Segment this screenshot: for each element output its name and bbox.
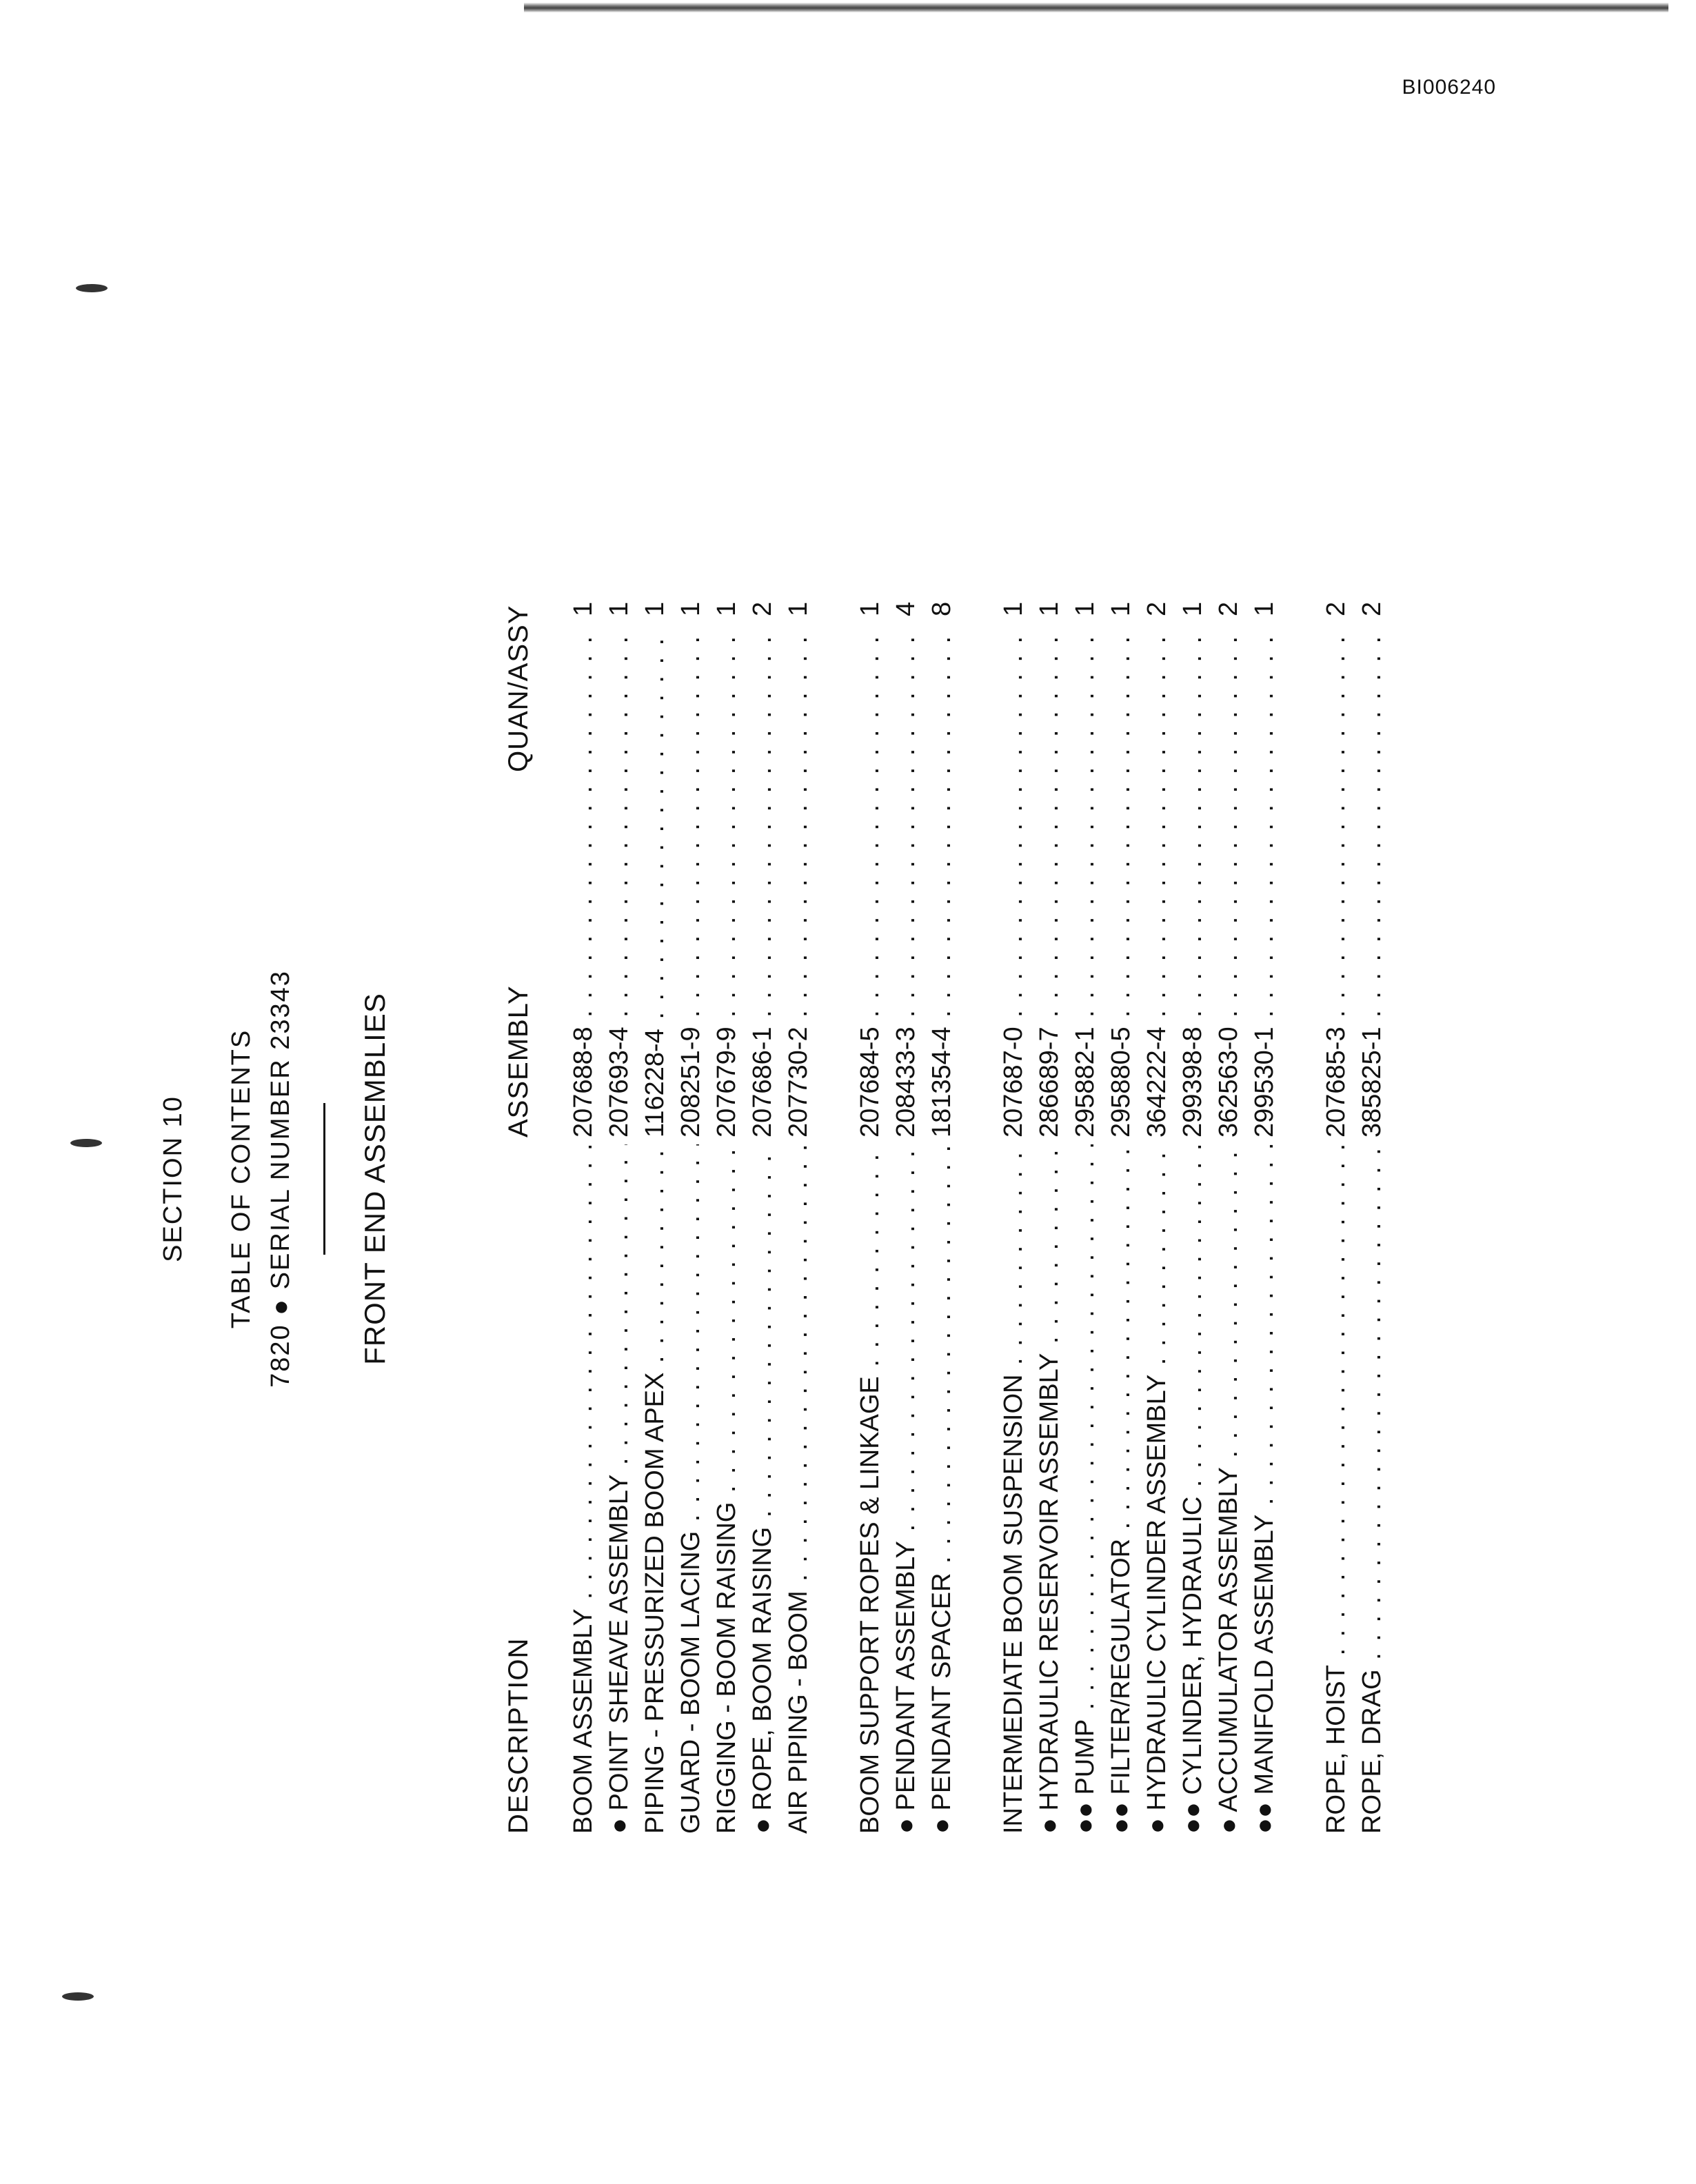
rotated-page-content <box>159 524 1386 1834</box>
table-row <box>1246 524 1282 1834</box>
row-quantity: 1 <box>601 575 637 620</box>
row-quantity: 1 <box>1067 575 1103 620</box>
row-description: ● HYDRAULIC RESERVOIR ASSEMBLY . . . <box>1031 1144 1067 1834</box>
page-subtitle: FRONT END ASSEMBLIES <box>359 993 391 1365</box>
row-assembly-number: 295880-5 . . . <box>1103 627 1139 1138</box>
row-assembly-number: 207679-9 . . . <box>709 627 745 1138</box>
column-header-description: DESCRIPTION <box>503 1637 534 1834</box>
table-row <box>996 524 1031 1834</box>
row-description: ROPE, HOIST . . . <box>1318 1144 1354 1834</box>
row-description: ROPE, DRAG . . . <box>1354 1144 1390 1834</box>
row-assembly-number: 181354-4 . . . <box>924 627 960 1138</box>
table-row <box>565 524 601 1834</box>
row-assembly-number: 208251-9 . . . <box>673 627 709 1138</box>
row-assembly-number: 362563-0 . . . <box>1211 627 1246 1138</box>
row-quantity: 1 <box>1103 575 1139 620</box>
table-body <box>565 524 1426 1834</box>
row-quantity: 1 <box>1246 575 1282 620</box>
row-assembly-number: 207687-0 . . . <box>996 627 1031 1138</box>
table-row <box>637 524 673 1834</box>
row-assembly-number: 364222-4 . . . <box>1139 627 1175 1138</box>
table-row <box>852 524 888 1834</box>
table-group <box>996 524 1282 1834</box>
table-group <box>565 524 816 1834</box>
row-description: ●● PUMP . . . <box>1067 1144 1103 1834</box>
row-description: BOOM ASSEMBLY . . . <box>565 1144 601 1834</box>
row-assembly-number: 208433-3 . . . <box>888 627 924 1138</box>
row-description: AIR PIPING - BOOM . . . <box>780 1144 816 1834</box>
row-description: BOOM SUPPORT ROPES & LINKAGE . . . <box>852 1144 888 1834</box>
row-quantity: 1 <box>673 575 709 620</box>
row-quantity: 1 <box>780 575 816 620</box>
row-description: GUARD - BOOM LACING . . . <box>673 1144 709 1834</box>
row-quantity: 1 <box>1175 575 1211 620</box>
row-description: ●● FILTER/REGULATOR . . . <box>1103 1144 1139 1834</box>
row-quantity: 2 <box>1139 575 1175 620</box>
table-row <box>780 524 816 1834</box>
row-description: INTERMEDIATE BOOM SUSPENSION . . . <box>996 1144 1031 1834</box>
header-divider <box>323 1103 325 1255</box>
row-quantity: 2 <box>1211 575 1246 620</box>
row-description: RIGGING - BOOM RAISING . . . <box>709 1144 745 1834</box>
row-assembly-number: 299530-1 . . . <box>1246 627 1282 1138</box>
row-description: ● HYDRAULIC CYLINDER ASSEMBLY . . . <box>1139 1144 1175 1834</box>
row-assembly-number: 385825-1 . . . <box>1354 627 1390 1138</box>
table-row <box>1067 524 1103 1834</box>
scan-artifact-line <box>524 3 1668 12</box>
serial-number-line: 7820 ● SERIAL NUMBER 23343 <box>266 970 295 1388</box>
table-row <box>601 524 637 1834</box>
row-assembly-number: 299398-8 . . . <box>1175 627 1211 1138</box>
row-description: PIPING - PRESSURIZED BOOM APEX . . . <box>637 1144 673 1834</box>
row-description: ● ROPE, BOOM RAISING . . . <box>745 1144 780 1834</box>
table-group <box>1318 524 1390 1834</box>
row-description: ●● MANIFOLD ASSEMBLY . . . <box>1246 1144 1282 1834</box>
table-row <box>1211 524 1246 1834</box>
row-quantity: 1 <box>709 575 745 620</box>
row-assembly-number: 116228-4 . . . <box>637 627 673 1138</box>
row-description: ● ACCUMULATOR ASSEMBLY . . . <box>1211 1144 1246 1834</box>
row-quantity: 2 <box>1354 575 1390 620</box>
row-quantity: 1 <box>1031 575 1067 620</box>
section-title: SECTION 10 <box>159 1095 188 1262</box>
row-assembly-number: 207688-8 . . . <box>565 627 601 1138</box>
table-group <box>852 524 960 1834</box>
row-quantity: 1 <box>996 575 1031 620</box>
table-row <box>745 524 780 1834</box>
row-quantity: 4 <box>888 575 924 620</box>
row-assembly-number: 207685-3 . . . <box>1318 627 1354 1138</box>
row-quantity: 8 <box>924 575 960 620</box>
table-row <box>1139 524 1175 1834</box>
toc-title: TABLE OF CONTENTS <box>227 1029 256 1329</box>
page-header <box>159 524 392 1834</box>
table-row <box>1103 524 1139 1834</box>
row-description: ● PENDANT SPACER . . . <box>924 1144 960 1834</box>
row-assembly-number: 286689-7 . . . <box>1031 627 1067 1138</box>
table-row <box>888 524 924 1834</box>
punch-hole-mark <box>76 284 108 292</box>
row-assembly-number: 207730-2 . . . <box>780 627 816 1138</box>
row-assembly-number: 295882-1 . . . <box>1067 627 1103 1138</box>
row-quantity: 1 <box>565 575 601 620</box>
table-row <box>1318 524 1354 1834</box>
table-row <box>1354 524 1390 1834</box>
column-header-quantity: QUAN/ASSY <box>503 605 534 772</box>
row-description: ● POINT SHEAVE ASSEMBLY . . . <box>601 1144 637 1834</box>
row-description: ●● CYLINDER, HYDRAULIC . . . <box>1175 1144 1211 1834</box>
column-header-assembly: ASSEMBLY <box>503 985 534 1138</box>
table-row <box>924 524 960 1834</box>
punch-hole-mark <box>70 1139 102 1147</box>
row-quantity: 1 <box>637 575 673 620</box>
table-row <box>673 524 709 1834</box>
table-row <box>1031 524 1067 1834</box>
row-quantity: 1 <box>852 575 888 620</box>
row-description: ● PENDANT ASSEMBLY . . . <box>888 1144 924 1834</box>
table-row <box>709 524 745 1834</box>
table-row <box>1175 524 1211 1834</box>
row-assembly-number: 207693-4 . . . <box>601 627 637 1138</box>
row-assembly-number: 207686-1 . . . <box>745 627 780 1138</box>
punch-hole-mark <box>62 1992 94 2001</box>
row-assembly-number: 207684-5 . . . <box>852 627 888 1138</box>
row-quantity: 2 <box>745 575 780 620</box>
document-id: BI006240 <box>1402 76 1496 99</box>
row-quantity: 2 <box>1318 575 1354 620</box>
